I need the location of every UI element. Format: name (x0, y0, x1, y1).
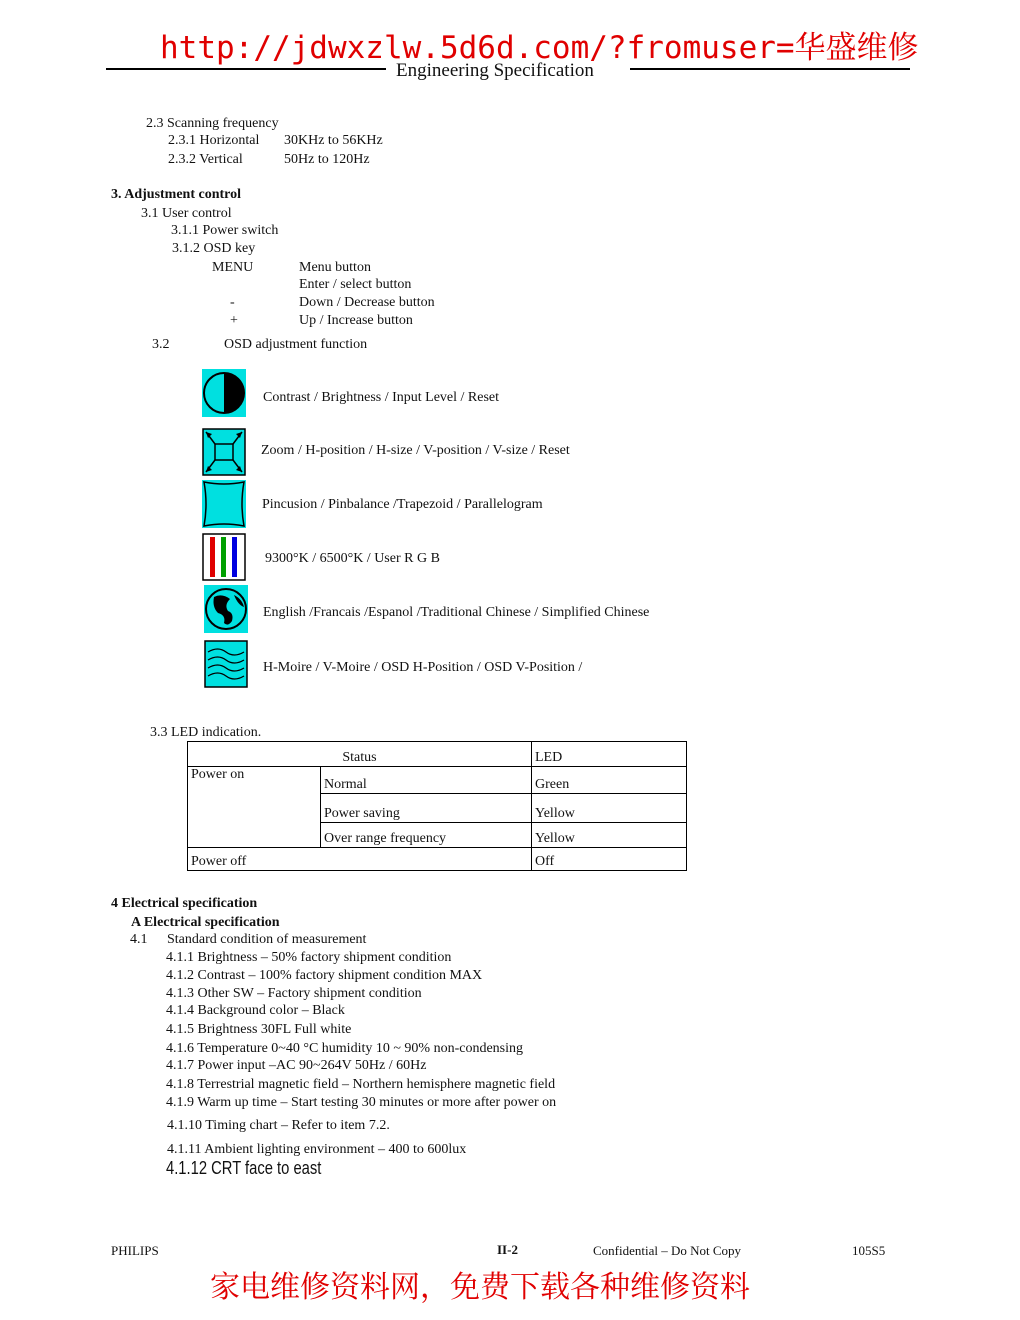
zoom-icon (202, 428, 246, 476)
osd-section-title: OSD adjustment function (224, 337, 368, 352)
horizontal-value: 30KHz to 56KHz (284, 133, 383, 148)
condition-item: 4.1.10 Timing chart – Refer to item 7.2. (167, 1118, 390, 1133)
vertical-label: 2.3.2 Vertical (168, 152, 243, 167)
condition-item: 4.1.6 Temperature 0~40 °C humidity 10 ~ 90% non-condensing (166, 1041, 524, 1056)
document-title: Engineering Specification (396, 60, 594, 81)
condition-item: 4.1.11 Ambient lighting environment – 400 to 600lux (167, 1142, 467, 1157)
source-url-watermark: http://jdwxzlw.5d6d.com/?fromuser=华盛维修 (160, 30, 919, 66)
power-off-cell: Power off (188, 848, 532, 871)
key-plus-desc: Up / Increase button (299, 313, 413, 328)
header-led: LED (532, 742, 687, 767)
led-cell: Green (532, 767, 687, 794)
status-cell: Normal (321, 767, 532, 794)
footer-brand: PHILIPS (111, 1243, 159, 1258)
color-temperature-icon (202, 533, 246, 581)
user-control-heading: 3.1 User control (141, 206, 232, 221)
standard-condition-number: 4.1 (130, 932, 148, 947)
adjustment-heading: 3. Adjustment control (111, 187, 242, 202)
horizontal-label: 2.3.1 Horizontal (168, 133, 260, 148)
condition-item: 4.1.4 Background color – Black (166, 1003, 345, 1018)
key-menu-desc: Menu button (299, 260, 371, 275)
scanning-heading: 2.3 Scanning frequency (146, 116, 279, 131)
led-indication-table (187, 741, 687, 871)
footer-chinese-banner: 家电维修资料网，免费下载各种维修资料 (210, 1270, 750, 1305)
osd-section-number: 3.2 (152, 337, 170, 352)
condition-item: 4.1.5 Brightness 30FL Full white (166, 1022, 352, 1037)
footer-page-number: II-2 (497, 1242, 518, 1257)
osd-item-geometry-label: Pincusion / Pinbalance /Trapezoid / Parallelogram (262, 497, 543, 512)
led-cell: Off (532, 848, 687, 871)
led-cell: Yellow (532, 794, 687, 823)
osd-item-zoom-label: Zoom / H-position / H-size / V-position / V-size / Reset (261, 443, 570, 458)
osd-key-item: 3.1.2 OSD key (172, 241, 256, 256)
crt-face-item: 4.1.12 CRT face to east (166, 1158, 322, 1178)
table-row (188, 848, 687, 871)
table-row (188, 767, 687, 794)
condition-item: 4.1.9 Warm up time – Start testing 30 minutes or more after power on (166, 1095, 557, 1110)
key-minus-desc: Down / Decrease button (299, 295, 435, 310)
condition-item: 4.1.8 Terrestrial magnetic field – Northern hemisphere magnetic field (166, 1077, 556, 1092)
condition-item: 4.1.7 Power input –AC 90~264V 50Hz / 60Hz (166, 1058, 427, 1073)
power-on-cell (188, 767, 321, 848)
electrical-subheading: A Electrical specification (131, 915, 280, 930)
header-rule-left (106, 68, 386, 70)
header-rule-right (630, 68, 910, 70)
status-cell: Over range frequency (321, 823, 532, 848)
key-plus: + (230, 313, 238, 328)
led-heading: 3.3 LED indication. (150, 725, 262, 740)
osd-item-contrast-label: Contrast / Brightness / Input Level / Reset (263, 390, 500, 405)
contrast-icon (202, 369, 246, 417)
led-cell: Yellow (532, 823, 687, 848)
standard-condition-title: Standard condition of measurement (167, 932, 367, 947)
condition-item: 4.1.1 Brightness – 50% factory shipment condition (166, 950, 452, 965)
pincushion-icon (202, 480, 246, 528)
condition-item: 4.1.2 Contrast – 100% factory shipment condition MAX (166, 968, 483, 983)
osd-item-moire-label: H-Moire / V-Moire / OSD H-Position / OSD V-Position / (263, 660, 583, 675)
status-cell: Power saving (321, 794, 532, 823)
globe-language-icon (204, 585, 248, 633)
header-status: Status (188, 742, 532, 767)
key-menu: MENU (212, 260, 254, 275)
vertical-value: 50Hz to 120Hz (284, 152, 370, 167)
condition-item: 4.1.3 Other SW – Factory shipment condition (166, 986, 422, 1001)
table-row (188, 742, 687, 767)
osd-item-color-label: 9300°K / 6500°K / User R G B (265, 551, 440, 566)
footer-model: 105S5 (852, 1243, 886, 1258)
power-switch-item: 3.1.1 Power switch (171, 223, 279, 238)
moire-icon (204, 640, 248, 688)
footer-confidential: Confidential – Do Not Copy (593, 1243, 742, 1258)
key-minus: - (230, 295, 235, 310)
osd-item-language-label: English /Francais /Espanol /Traditional Chinese / Simplified Chinese (263, 605, 650, 620)
key-enter-desc: Enter / select button (299, 277, 412, 292)
electrical-heading: 4 Electrical specification (111, 896, 258, 911)
power-on-label: Power on (191, 767, 245, 782)
